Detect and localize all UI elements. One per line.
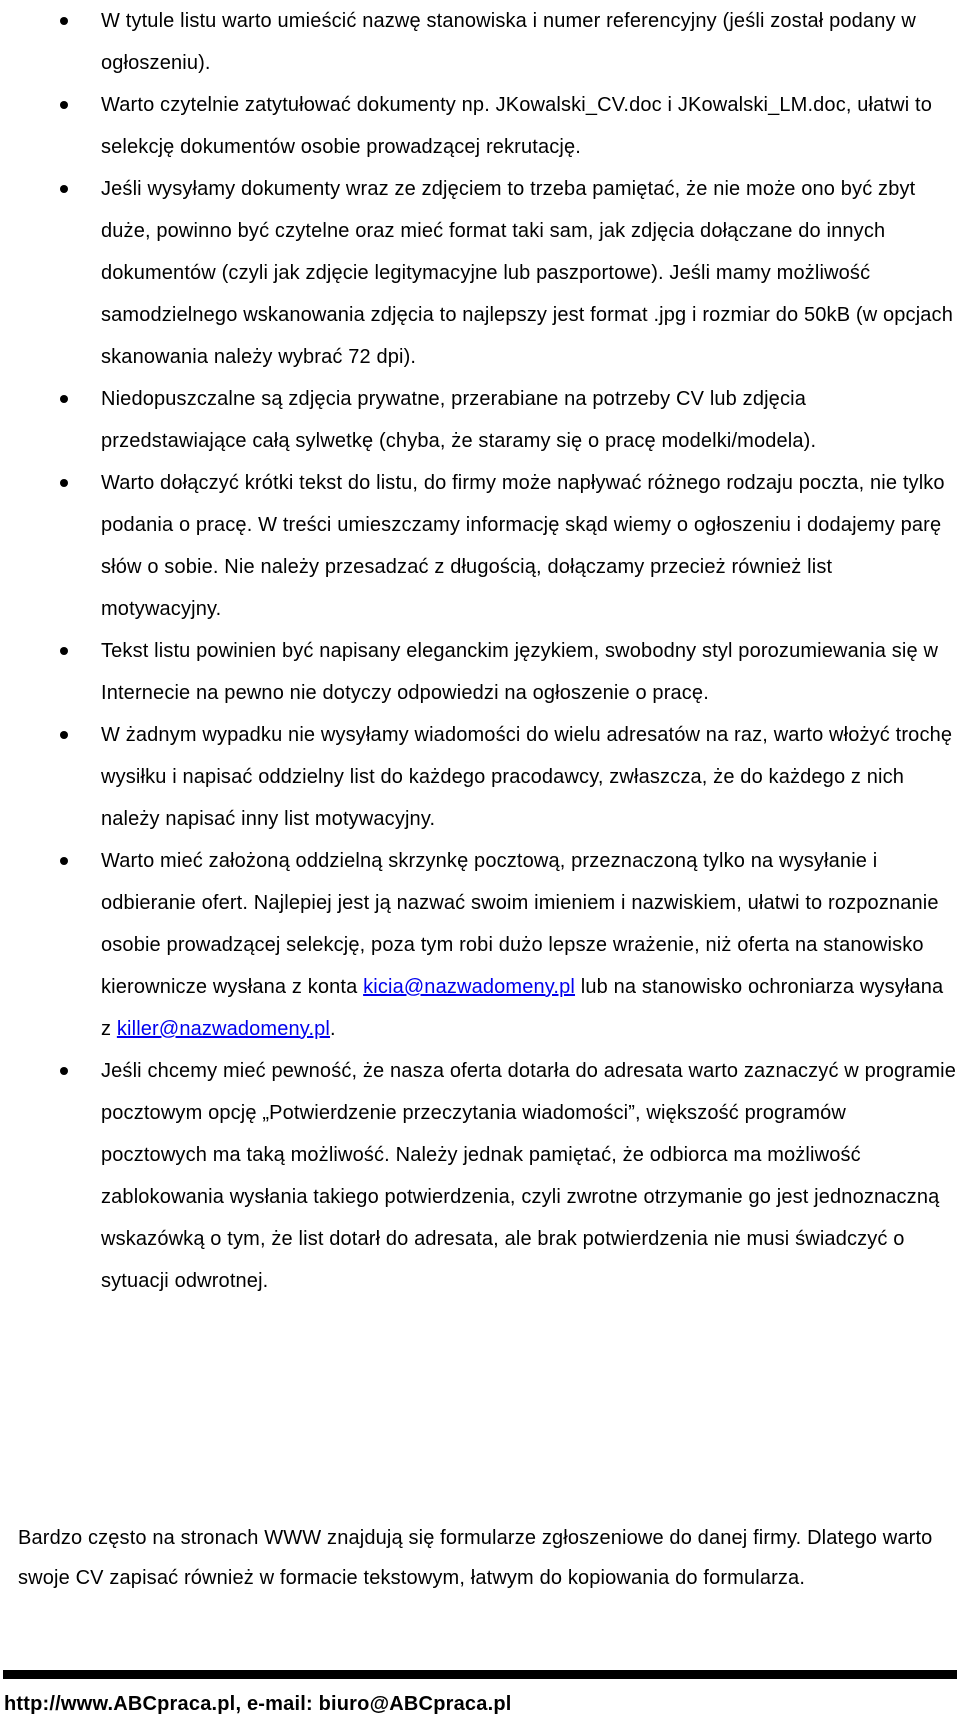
bullet-icon (60, 101, 68, 109)
tip-item (0, 168, 960, 378)
tip-item (0, 84, 960, 168)
tip-item (0, 840, 960, 1050)
bullet-icon (60, 857, 68, 865)
bullet-icon (60, 731, 68, 739)
closing-paragraph: Bardzo często na stronach WWW znajdują się formularze zgłoszeniowe do danej firmy. Dlatego warto swoje CV zapisać również w formacie tekstowym, łatwym do kopiowania do formularza. (18, 1527, 933, 1589)
tip-text: Niedopuszczalne są zdjęcia prywatne, przerabiane na potrzeby CV lub zdjęcia przedstawiające całą sylwetkę (chyba, że staramy się o pracę modelki/modela). (101, 388, 817, 452)
tip-text: Warto dołączyć krótki tekst do listu, do firmy może napływać różnego rodzaju poczta, nie tylko podania o pracę. W treści umieszczamy informację skąd wiemy o ogłoszeniu i dodajemy parę słów o sobie. Nie należy przesadzać z długością, dołączamy przecież również list motywacyjny. (101, 472, 945, 620)
bullet-icon (60, 185, 68, 193)
tip-text: . (330, 1018, 336, 1040)
tip-item (0, 630, 960, 714)
bullet-icon (60, 479, 68, 487)
tip-text: Warto mieć założoną oddzielną skrzynkę pocztową, przeznaczoną tylko na wysyłanie i odbieranie ofert. Najlepiej jest ją nazwać swoim imieniem i nazwiskiem, ułatwi to rozpoznanie osobie prowadzącej selekcję, poza tym robi dużo lepsze wrażenie, niż oferta na stanowisko kierownicze wysłana z konta (101, 850, 939, 998)
email-link[interactable]: kicia@nazwadomeny.pl (363, 976, 576, 998)
tip-text: Jeśli wysyłamy dokumenty wraz ze zdjęciem to trzeba pamiętać, że nie może ono być zbyt duże, powinno być czytelne oraz mieć format taki sam, jak zdjęcia dołączane do innych dokumentów (czyli jak zdjęcie legitymacyjne lub paszportowe). Jeśli mamy możliwość samodzielnego wskanowania zdjęcia to najlepszy jest format .jpg i rozmiar do 50kB (w opcjach skanowania należy wybrać 72 dpi). (101, 178, 953, 368)
tip-text: Jeśli chcemy mieć pewność, że nasza oferta dotarła do adresata warto zaznaczyć w programie pocztowym opcję „Potwierdzenie przeczytania wiadomości”, większość programów pocztowych ma taką możliwość. Należy jednak pamiętać, że odbiorca ma możliwość zablokowania wysłania takiego potwierdzenia, czyli zwrotne otrzymanie go jest jednoznaczną wskazówką o tym, że list dotarł do adresata, ale brak potwierdzenia nie musi świadczyć o sytuacji odwrotnej. (101, 1060, 956, 1292)
tip-item (0, 0, 960, 84)
bullet-icon (60, 395, 68, 403)
tip-item (0, 378, 960, 462)
bullet-icon (60, 17, 68, 25)
tip-text: lub na stanowisko ochroniarza wysyłana z (101, 976, 944, 1040)
tip-text: W tytule listu warto umieścić nazwę stanowiska i numer referencyjny (jeśli został podany w ogłoszeniu). (101, 10, 916, 74)
tip-text: W żadnym wypadku nie wysyłamy wiadomości do wielu adresatów na raz, warto włożyć trochę wysiłku i napisać oddzielny list do każdego pracodawcy, zwłaszcza, że do każdego z nich należy napisać inny list motywacyjny. (101, 724, 953, 830)
tip-text: Warto czytelnie zatytułować dokumenty np. JKowalski_CV.doc i JKowalski_LM.doc, ułatwi to selekcję dokumentów osobie prowadzącej rekrutację. (101, 94, 932, 158)
bullet-icon (60, 647, 68, 655)
email-link[interactable]: killer@nazwadomeny.pl (116, 1018, 331, 1040)
footer-contact: http://www.ABCpraca.pl, e-mail: biuro@ABCpraca.pl (4, 1693, 512, 1715)
bullet-icon (60, 1067, 68, 1075)
tip-item (0, 714, 960, 840)
tip-item (0, 1050, 960, 1302)
tip-item (0, 462, 960, 630)
tip-text: Tekst listu powinien być napisany eleganckim językiem, swobodny styl porozumiewania się w Internecie na pewno nie dotyczy odpowiedzi na ogłoszenie o pracę. (101, 640, 939, 704)
footer-divider (3, 1670, 957, 1679)
